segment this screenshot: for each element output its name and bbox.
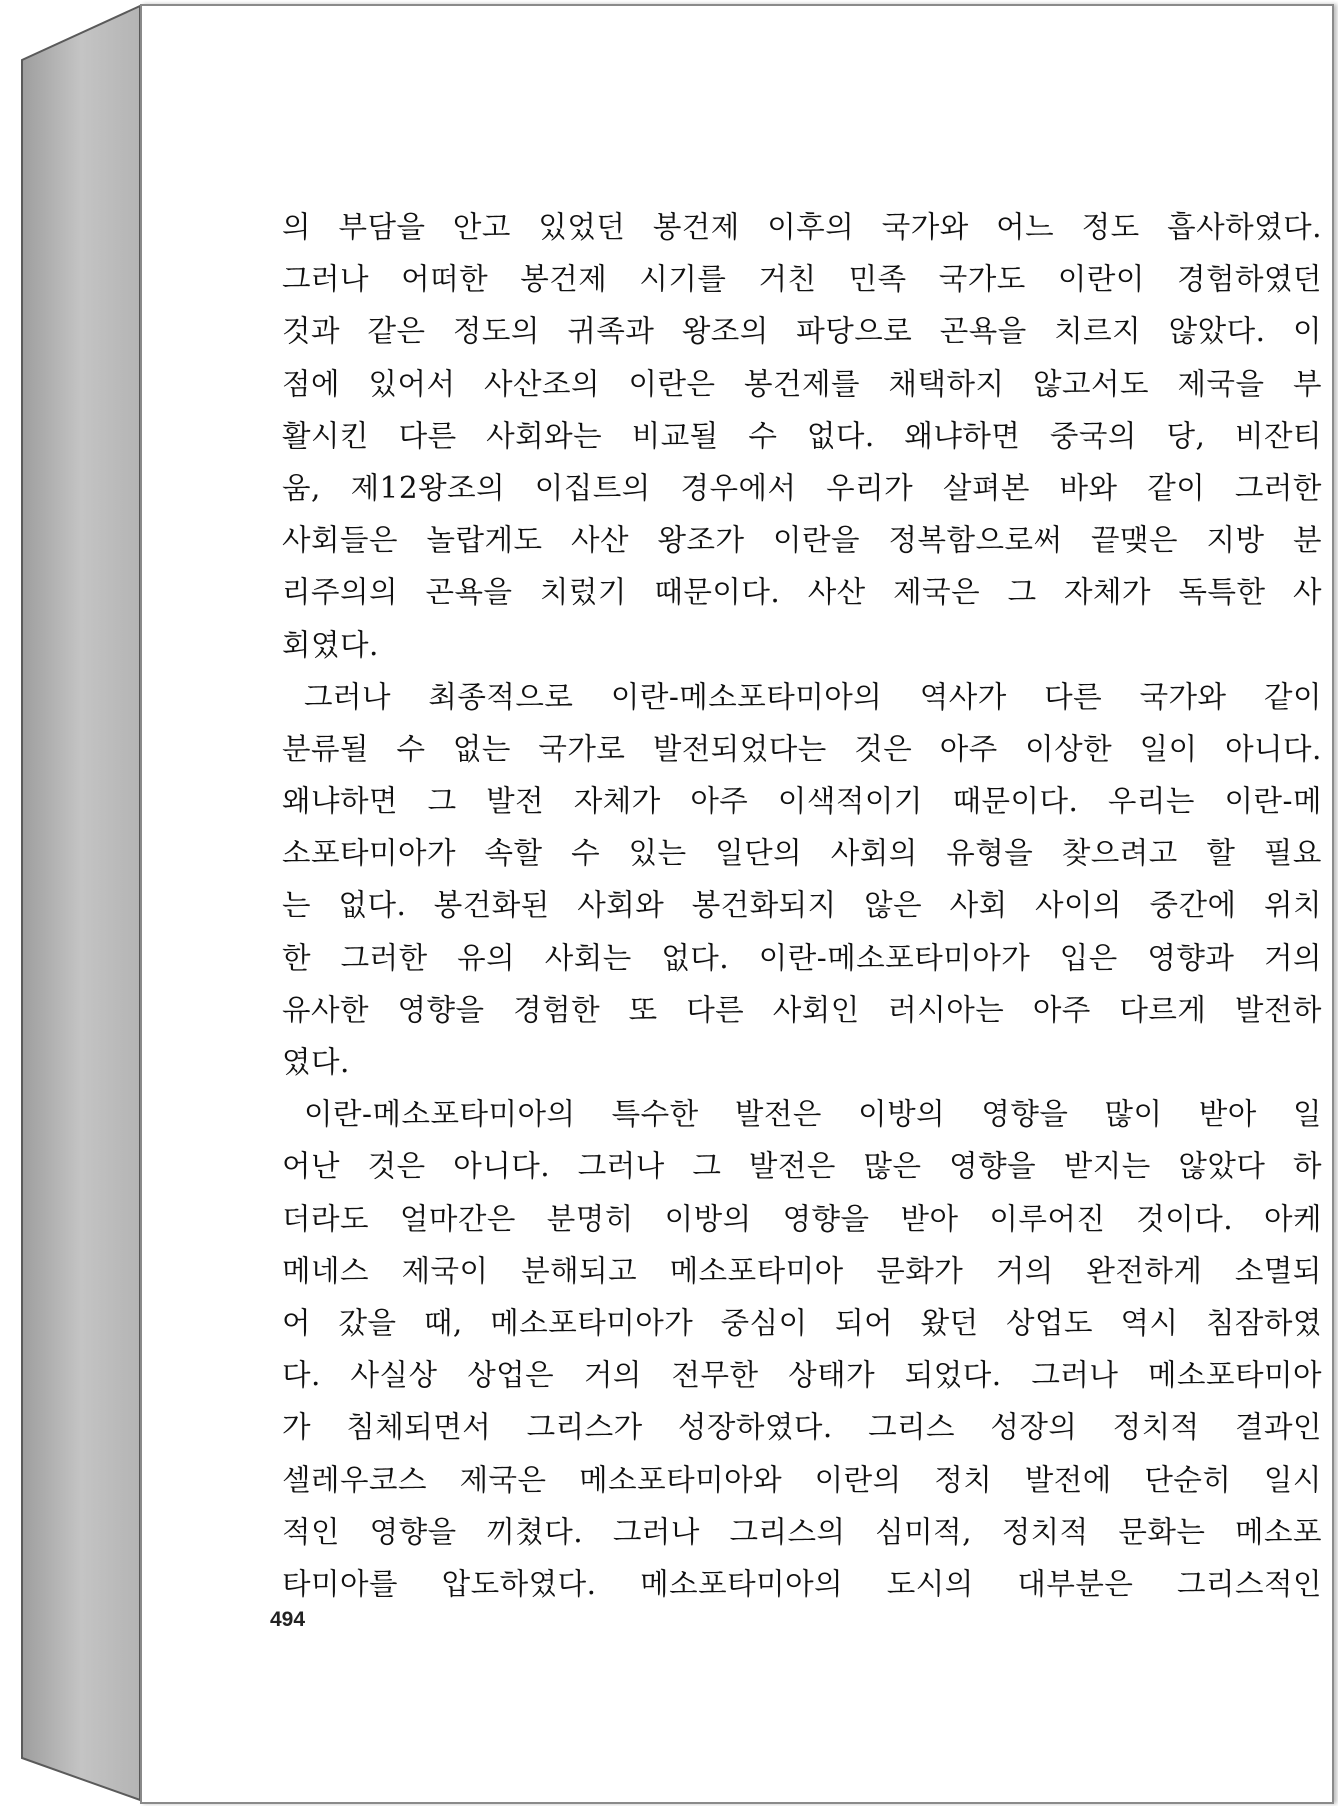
text-line: 가 침체되면서 그리스가 성장하였다. 그리스 성장의 정치적 결과인 — [282, 1410, 1322, 1445]
text-line: 타미아를 압도하였다. 메소포타미아의 도시의 대부분은 그리스적인 — [282, 1566, 1322, 1601]
text-line: 점에 있어서 사산조의 이란은 봉건제를 채택하지 않고서도 제국을 부 — [282, 366, 1322, 401]
text-line: 그러나 최종적으로 이란-메소포타미아의 역사가 다른 국가와 같이 — [304, 679, 1322, 714]
text-line: 유사한 영향을 경험한 또 다른 사회인 러시아는 아주 다르게 발전하 — [282, 992, 1322, 1027]
text-line: 활시킨 다른 사회와는 비교될 수 없다. 왜냐하면 중국의 당, 비잔티 — [282, 418, 1322, 453]
text-line: 였다. — [282, 1045, 350, 1079]
text-line: 이란-메소포타미아의 특수한 발전은 이방의 영향을 많이 받아 일 — [304, 1097, 1322, 1132]
text-line: 는 없다. 봉건화된 사회와 봉건화되지 않은 사회 사이의 중간에 위치 — [282, 888, 1322, 923]
text-line: 사회들은 놀랍게도 사산 왕조가 이란을 정복함으로써 끝맺은 지방 분 — [282, 523, 1322, 558]
text-line: 어난 것은 아니다. 그러나 그 발전은 많은 영향을 받지는 않았다 하 — [282, 1149, 1322, 1184]
text-line: 것과 같은 정도의 귀족과 왕조의 파당으로 곤욕을 치르지 않았다. 이 — [282, 314, 1322, 349]
text-line: 리주의의 곤욕을 치렀기 때문이다. 사산 제국은 그 자체가 독특한 사 — [282, 575, 1322, 610]
text-line: 더라도 얼마간은 분명히 이방의 영향을 받아 이루어진 것이다. 아케 — [282, 1201, 1322, 1236]
text-line: 어 갔을 때, 메소포타미아가 중심이 되어 왔던 상업도 역시 침잠하였 — [282, 1305, 1322, 1340]
book-spine — [0, 0, 145, 1806]
text-line: 메네스 제국이 분해되고 메소포타미아 문화가 거의 완전하게 소멸되 — [282, 1253, 1322, 1288]
text-line: 한 그러한 유의 사회는 없다. 이란-메소포타미아가 입은 영향과 거의 — [282, 940, 1322, 975]
body-text — [282, 201, 1322, 1610]
text-line: 셀레우코스 제국은 메소포타미아와 이란의 정치 발전에 단순히 일시 — [282, 1462, 1322, 1497]
text-line: 분류될 수 없는 국가로 발전되었다는 것은 아주 이상한 일이 아니다. — [282, 731, 1322, 766]
book-page — [140, 4, 1334, 1804]
text-line: 움, 제12왕조의 이집트의 경우에서 우리가 살펴본 바와 같이 그러한 — [282, 470, 1322, 505]
text-line: 회였다. — [282, 627, 379, 662]
text-line: 그러나 어떠한 봉건제 시기를 거친 민족 국가도 이란이 경험하였던 — [282, 262, 1322, 297]
text-line: 다. 사실상 상업은 거의 전무한 상태가 되었다. 그러나 메소포타미아 — [282, 1358, 1322, 1393]
page-number: 494 — [270, 1608, 306, 1631]
text-line: 적인 영향을 끼쳤다. 그러나 그리스의 심미적, 정치적 문화는 메소포 — [282, 1514, 1322, 1549]
text-line: 소포타미아가 속할 수 있는 일단의 사회의 유형을 찾으려고 할 필요 — [282, 836, 1322, 871]
text-line: 의 부담을 안고 있었던 봉건제 이후의 국가와 어느 정도 흡사하였다. — [282, 210, 1322, 244]
text-line: 왜냐하면 그 발전 자체가 아주 이색적이기 때문이다. 우리는 이란-메 — [282, 784, 1322, 819]
